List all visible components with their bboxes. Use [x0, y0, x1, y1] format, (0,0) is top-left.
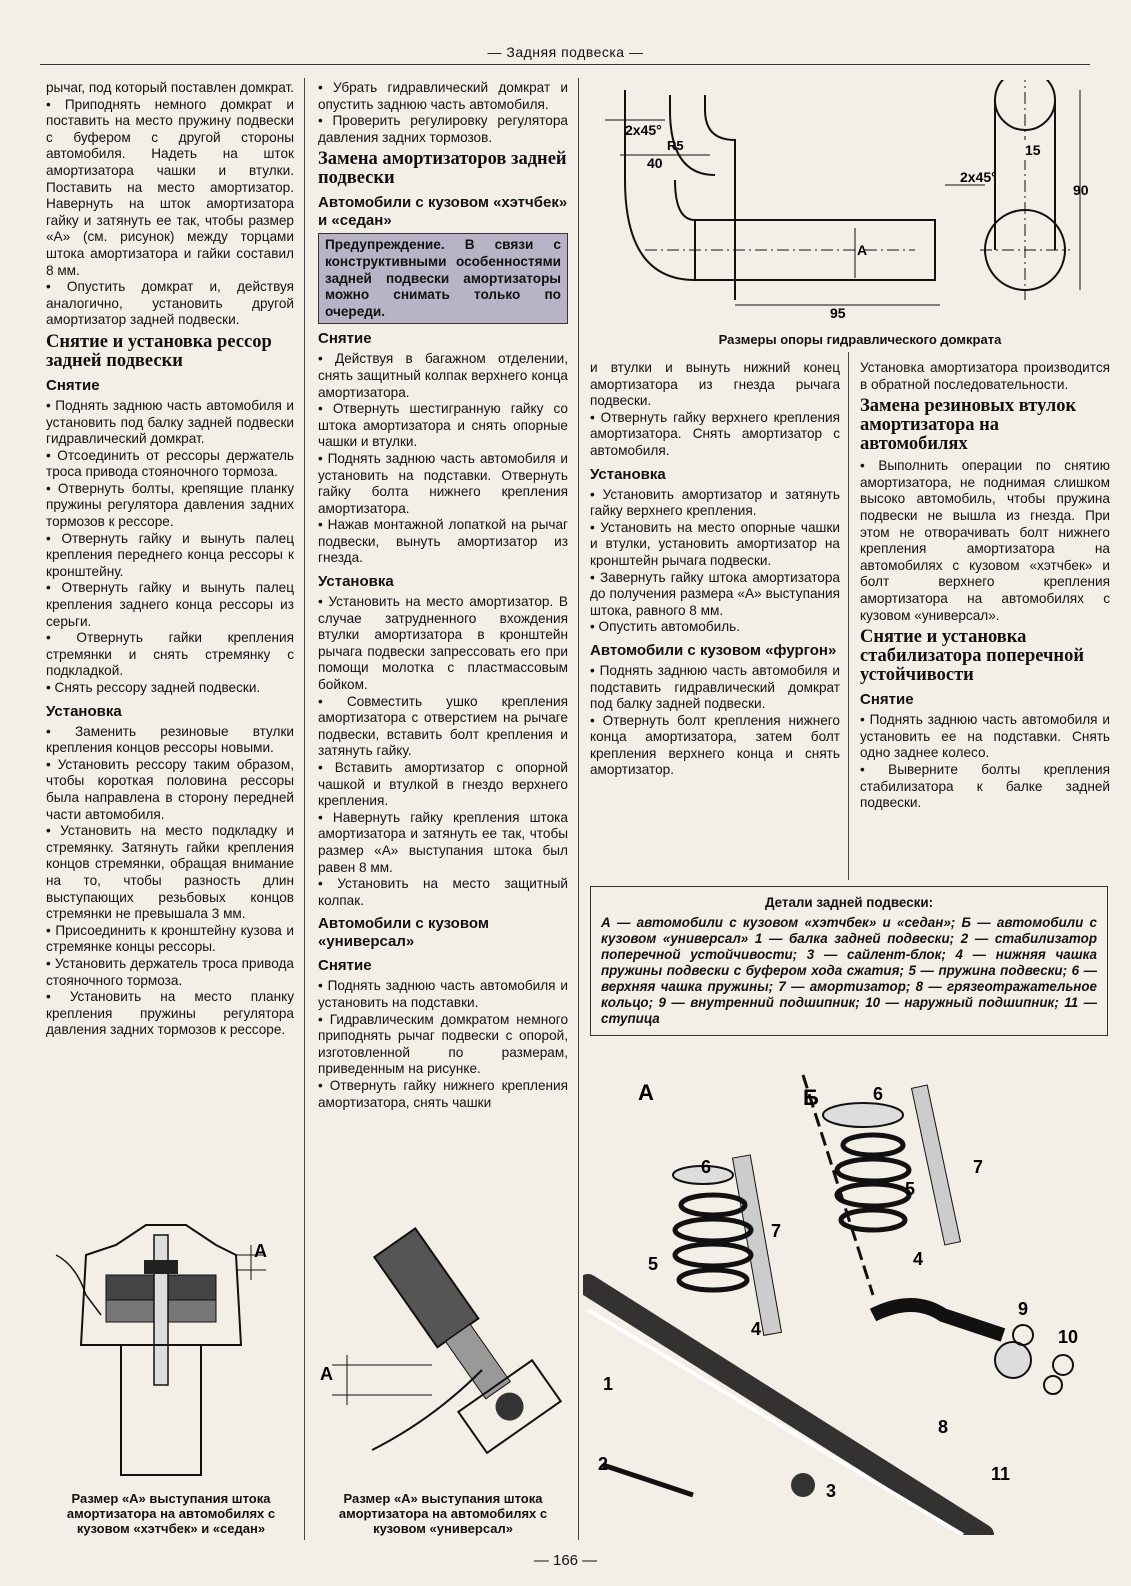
drawing-label: 1 — [603, 1374, 614, 1394]
bullet: • Поднять заднюю часть автомобиля и установить под балку задней подвески гидравлический домкрат. — [46, 398, 294, 448]
bullet: • Установить на место опорные чашки и втулки, установить амортизатор на кронштейн рычага подвески. — [590, 520, 840, 570]
subsection-title: Установка — [46, 702, 122, 720]
bullet: • Действуя в багажном отделении, снять защитный колпак верхнего конца амортизатора. — [318, 351, 568, 401]
bullet: • Отвернуть гайку верхнего крепления амортизатора. Снять амортизатор с автомобиля. — [590, 410, 840, 460]
figure-caption: Размер «А» выступания штока амортизатора на автомобилях с кузовом «универсал» — [338, 1491, 548, 1536]
bullet: • Выполнить операции по снятию амортизатора, не поднимая слишком высоко автомобиль, чтобы пружина подвески не вышла из гнезда. При этом не отворачивать болт нижнего крепления амортизатора на автомобилях с кузовом «хэтчбек» и болт верхнего крепления амортизатора на автомобилях с кузовом «универсал». — [860, 458, 1110, 624]
bullet: • Приподнять немного домкрат и поставить на место пружину подвески с буфером с другой стороны автомобиля. Надеть на шток амортизатора чашки и втулки. Поставить на место амортизатор. Навернуть на шток амортизатора гайку и затянуть ее так, чтобы размер «А» (см. рисунок) между торцами штока амортизатора и гайки составил 8 мм. — [46, 97, 294, 280]
drawing-label: 11 — [991, 1464, 1011, 1484]
bullet: • Нажав монтажной лопаткой на рычаг подвески, вынуть амортизатор из гнезда. — [318, 517, 568, 567]
bullet: • Отсоединить от рессоры держатель троса привода стояночного тормоза. — [46, 448, 294, 481]
dimension: А — [857, 242, 868, 258]
bullet: • Отвернуть гайку и вынуть палец крепления переднего конца рессоры к кронштейну. — [46, 531, 294, 581]
column-2 — [318, 80, 568, 1111]
shock-top-mount-figure — [46, 1215, 296, 1485]
drawing-label: 2 — [598, 1454, 609, 1474]
bullet: • Поднять заднюю часть автомобиля и установить на подставки. — [318, 978, 568, 1011]
column-divider — [304, 78, 305, 1540]
drawing-label: 3 — [826, 1481, 837, 1501]
running-header-text: — Задняя подвеска — — [487, 44, 644, 60]
drawing-label: 7 — [973, 1157, 984, 1177]
dimension: 2x45° — [960, 169, 997, 185]
bullet: • Установить на место амортизатор. В случае затрудненного вхождения втулки амортизатора в кронштейн рычага подвески запрессовать его при помощи молотка с пластмассовым бойком. — [318, 594, 568, 694]
subsection-title: Снятие — [318, 957, 372, 975]
bullet: • Снять рессору задней подвески. — [46, 680, 294, 697]
bullet: • Опустить домкрат и, действуя аналогично, установить другой амортизатор задней подвески. — [46, 279, 294, 329]
drawing-label: 6 — [701, 1157, 712, 1177]
bullet: • Выверните болты крепления стабилизатора к балке задней подвески. — [860, 762, 1110, 812]
rear-suspension-exploded-drawing — [583, 1065, 1093, 1535]
bullet: • Отвернуть шестигранную гайку со штока амортизатора и снять опорные чашки и втулки. — [318, 401, 568, 451]
subsection-title: Автомобили с кузовом «хэтчбек» и «седан» — [318, 194, 568, 230]
bullet: • Опустить автомобиль. — [590, 619, 840, 636]
dimension: 95 — [830, 305, 846, 321]
bullet: • Отвернуть гайки крепления стремянки и снять стремянку с подкладкой. — [46, 630, 294, 680]
section-title: Снятие и установка стабилизатора поперечной устойчивости — [860, 627, 1085, 686]
bullet: • Навернуть гайку крепления штока амортизатора и затянуть ее так, чтобы размер «А» выступания штока был равен 8 мм. — [318, 810, 568, 876]
column-4 — [860, 360, 1110, 812]
subsection-title: Автомобили с кузовом «фургон» — [590, 641, 837, 659]
bullet: • Установить держатель троса привода стояночного тормоза. — [46, 956, 294, 989]
warning-box: Предупреждение. В связи с конструктивными особенностями задней подвески амортизаторы можно снимать только по очереди. — [318, 233, 568, 324]
column-3 — [590, 360, 840, 779]
bullet: • Отвернуть гайку нижнего крепления амортизатора, снять чашки — [318, 1078, 568, 1111]
drawing-label: Б — [803, 1085, 819, 1110]
running-header — [0, 44, 1131, 60]
dimension: 2x45° — [625, 122, 662, 138]
bullet: • Отвернуть гайку и вынуть палец крепления заднего конца рессоры из серьги. — [46, 580, 294, 630]
bullet: • Установить амортизатор и затянуть гайку верхнего крепления. — [590, 487, 840, 520]
page-number: — 166 — — [533, 1552, 598, 1569]
drawing-label: 6 — [873, 1084, 884, 1104]
shock-lower-mount-figure — [312, 1220, 574, 1490]
bullet: • Установить на место защитный колпак. — [318, 876, 568, 909]
bullet: • Проверить регулировку регулятора давления задних тормозов. — [318, 113, 568, 146]
figure-label: А — [320, 1364, 333, 1384]
bullet: • Отвернуть болты, крепящие планку пружины регулятора давления задних тормозов к рессоре. — [46, 481, 294, 531]
paragraph: рычаг, под который поставлен домкрат. — [46, 80, 294, 95]
bullet: • Установить на место планку крепления пружины регулятора давления задних тормозов к рессоре. — [46, 989, 294, 1039]
drawing-label: 5 — [905, 1179, 916, 1199]
section-title: Замена амортизаторов задней подвески — [318, 149, 567, 189]
section-title: Снятие и установка рессор задней подвески — [46, 331, 272, 371]
dimension: 90 — [1073, 182, 1089, 198]
paragraph: Установка амортизатора производится в обратной последовательности. — [860, 360, 1110, 392]
bullet: • Убрать гидравлический домкрат и опустить заднюю часть автомобиля. — [318, 80, 568, 113]
drawing-caption: Размеры опоры гидравлического домкрата — [718, 332, 1002, 347]
column-divider — [578, 78, 579, 1540]
bullet: • Поднять заднюю часть автомобиля и установить на подставки. Отвернуть гайку болта нижнего крепления амортизатора. — [318, 451, 568, 517]
parts-legend-box — [590, 886, 1108, 1036]
jack-support-drawing — [585, 80, 1090, 345]
subsection-title: Снятие — [46, 376, 100, 394]
bullet: • Присоединить к кронштейну кузова и стремянке концы рессоры. — [46, 923, 294, 956]
paragraph: и втулки и вынуть нижний конец амортизатора из гнезда рычага подвески. — [590, 360, 840, 409]
bullet: • Заменить резиновые втулки крепления концов рессоры новыми. — [46, 724, 294, 757]
drawing-label: 10 — [1058, 1327, 1079, 1347]
drawing-label: А — [638, 1080, 654, 1105]
bullet: • Отвернуть болт крепления нижнего конца амортизатора, затем болт крепления верхнего конца и снять амортизатор. — [590, 713, 840, 779]
bullet: • Совместить ушко крепления амортизатора с отверстием на рычаге подвески, вставить болт крепления и затянуть гайку. — [318, 694, 568, 760]
subsection-title: Установка — [590, 465, 666, 483]
subsection-title: Снятие — [860, 691, 914, 709]
bullet: • Гидравлическим домкратом немного приподнять рычаг подвески с опорой, изготовленной по размерам, приведенным на рисунке. — [318, 1012, 568, 1078]
drawing-label: 9 — [1018, 1299, 1029, 1319]
dimension: 15 — [1025, 142, 1041, 158]
dimension: R5 — [667, 138, 684, 153]
column-1 — [46, 80, 294, 1039]
column-divider — [848, 352, 849, 880]
drawing-label: 8 — [938, 1417, 949, 1437]
figure-label: А — [254, 1241, 267, 1261]
bullet: • Установить на место подкладку и стремянку. Затянуть гайки крепления концов стремянки, обращая внимание на то, чтобы разность длин выступающих резьбовых концов стремянки не превышала 3 мм. — [46, 823, 294, 923]
drawing-label: 4 — [913, 1249, 924, 1269]
bullet: • Завернуть гайку штока амортизатора до получения размера «А» выступания штока, равного 8 мм. — [590, 570, 840, 620]
subsection-title: Установка — [318, 573, 394, 591]
parts-legend-title: Детали задней подвески: — [764, 895, 934, 910]
section-title: Замена резиновых втулок амортизатора на автомобилях — [860, 396, 1077, 455]
subsection-title: Автомобили с кузовом «универсал» — [318, 915, 489, 951]
parts-legend-text: А — автомобили с кузовом «хэтчбек» и «седан»; Б — автомобили с кузовом «универсал» 1 — балка задней подвески; 2 — стабилизатор поперечной устойчивости; 3 — сайлент-блок; 4 — нижняя чашка пружины подвески с буфером хода сжатия; 5 — пружина подвески; 6 — верхняя чашка пружины; 7 — амортизатор; 8 — грязеотражательное кольцо; 9 — внутренний подшипник; 10 — наружный подшипник; 11 — ступица — [601, 915, 1097, 1026]
dimension: 40 — [647, 155, 663, 171]
bullet: • Поднять заднюю часть автомобиля и установить ее на подставки. Снять одно заднее колесо. — [860, 712, 1110, 762]
drawing-label: 5 — [648, 1254, 659, 1274]
drawing-label: 7 — [771, 1221, 782, 1241]
bullet: • Поднять заднюю часть автомобиля и подставить гидравлический домкрат под балку задней подвески. — [590, 663, 840, 713]
figure-caption: Размер «А» выступания штока амортизатора на автомобилях с кузовом «хэтчбек» и «седан» — [66, 1491, 276, 1536]
subsection-title: Снятие — [318, 330, 372, 348]
drawing-label: 4 — [751, 1319, 762, 1339]
bullet: • Установить рессору таким образом, чтобы короткая половина рессоры была направлена в сторону передней части автомобиля. — [46, 757, 294, 823]
bullet: • Вставить амортизатор с опорной чашкой и втулкой в гнездо верхнего крепления. — [318, 760, 568, 810]
